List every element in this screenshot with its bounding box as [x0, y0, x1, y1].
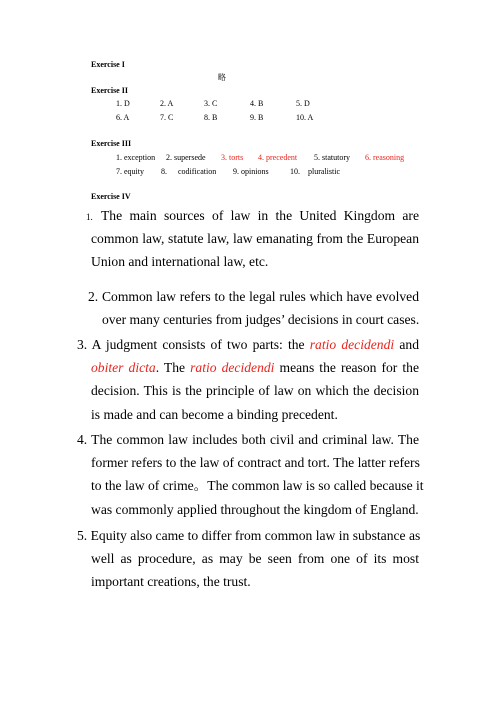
- answer-item: 7. equity: [116, 167, 144, 176]
- paragraph-line: The main sources of law in the United Kingdom are: [101, 208, 419, 223]
- paragraph-line: former refers to the law of contract and tort. The latter refers: [91, 455, 420, 471]
- answer-item: 1. exception: [116, 153, 156, 162]
- answer-item: 1. D: [116, 99, 130, 108]
- exercise-1-omitted-note: 略: [218, 73, 226, 82]
- latin-term: ratio decidendi: [190, 360, 275, 376]
- paragraph-line: 3. A judgment consists of two parts: the ratio decidendi and: [77, 337, 419, 352]
- paragraph-line: important creations, the trust.: [91, 574, 251, 590]
- paragraph-line: 4. The common law includes both civil and criminal law. The: [77, 432, 419, 447]
- answer-item: 2. A: [160, 99, 174, 108]
- answer-item: 8. B: [204, 113, 218, 122]
- paragraph-line: 5. Equity also came to differ from common law in substance as: [77, 528, 421, 543]
- paragraph-line: well as procedure, as may be seen from one of its most: [91, 551, 419, 567]
- paragraph-line: common law, statute law, law emanating from the European: [91, 231, 419, 247]
- answer-item: 7. C: [160, 113, 174, 122]
- paragraph-line: over many centuries from judges’ decisions in court cases.: [102, 312, 420, 328]
- answer-item-highlighted: 3. torts: [221, 153, 244, 162]
- exercise-4-heading: Exercise IV: [91, 192, 131, 201]
- answer-item: 4. B: [250, 99, 264, 108]
- answer-item: pluralistic: [308, 167, 340, 176]
- answer-item-highlighted: 4. precedent: [258, 153, 298, 162]
- latin-term: ratio decidendi: [309, 337, 395, 352]
- answer-item: 10.: [290, 167, 300, 176]
- paragraph-line: 2. Common law refers to the legal rules which have evolved: [88, 289, 419, 304]
- paragraph-line: decision. This is the principle of law on which the decision: [91, 383, 419, 399]
- answer-item: 2. supersede: [166, 153, 206, 162]
- paragraph-line: Union and international law, etc.: [91, 254, 269, 270]
- answer-item: 3. C: [204, 99, 218, 108]
- answer-item: 10. A: [296, 113, 314, 122]
- exercise-3-heading: Exercise III: [91, 139, 132, 148]
- paragraph-line: was commonly applied throughout the kingdom of England.: [91, 501, 419, 517]
- answer-item: 9. opinions: [233, 167, 269, 176]
- paragraph-number: 1.: [86, 212, 93, 222]
- answer-item: codification: [178, 167, 217, 176]
- paragraph-line: is made and can become a binding precedent.: [91, 406, 338, 422]
- latin-term: obiter dicta: [91, 360, 156, 376]
- exercise-1-heading: Exercise I: [91, 60, 125, 69]
- paragraph-line: obiter dicta. The ratio decidendi means the reason for the: [91, 360, 419, 376]
- paragraph-line: to the law of crime。The common law is so called because it: [91, 478, 424, 494]
- exercise-2-heading: Exercise II: [91, 86, 128, 95]
- answer-item: 5. D: [296, 99, 310, 108]
- answer-item: 9. B: [250, 113, 264, 122]
- answer-item-highlighted: 6. reasoning: [365, 153, 405, 162]
- answer-item: 8.: [161, 167, 167, 176]
- answer-item: 5. statutory: [314, 153, 350, 162]
- answer-item: 6. A: [116, 113, 130, 122]
